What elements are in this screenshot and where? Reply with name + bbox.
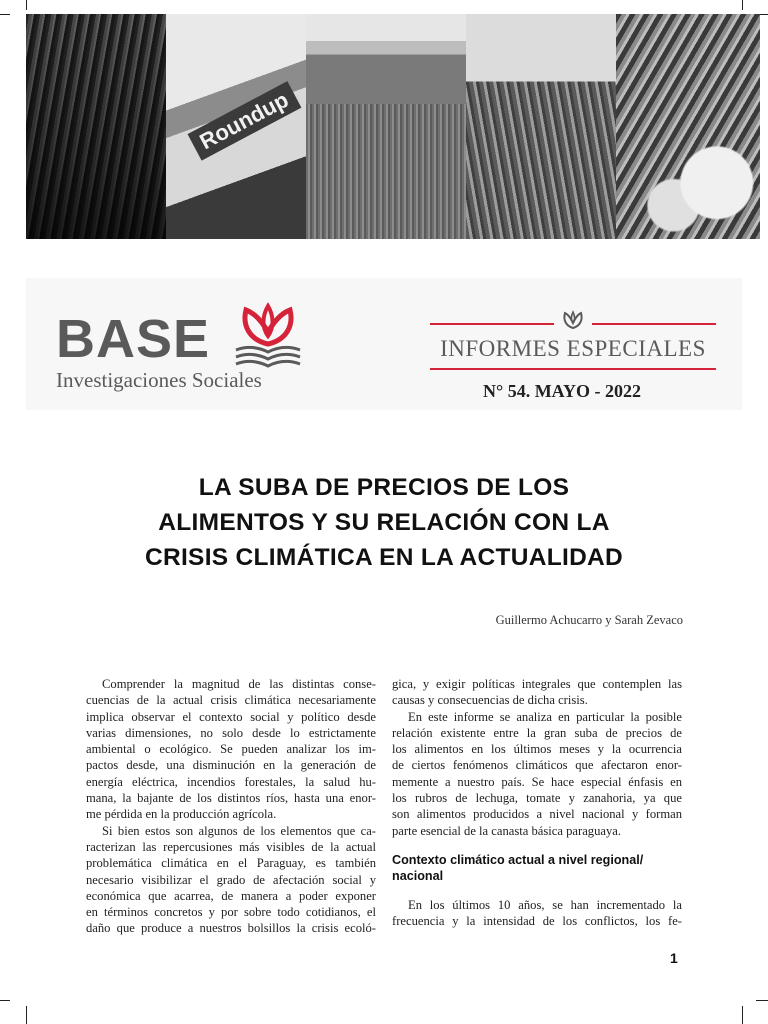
heading-line: Contexto climático actual a nivel regional/ bbox=[392, 852, 644, 867]
crop-mark bbox=[26, 0, 27, 10]
text-line: causas y consecuencias de dicha crisis. bbox=[392, 693, 588, 708]
text-column-left bbox=[86, 676, 376, 937]
page-number: 1 bbox=[670, 950, 678, 966]
text-line: En los últimos 10 años, se han incrementado la bbox=[408, 897, 682, 912]
text-line: de ciertos fenómenos climáticos que afectaron enor- bbox=[392, 758, 682, 773]
series-rule-top-right bbox=[592, 323, 716, 325]
title-line: CRISIS CLIMÁTICA EN LA ACTUALIDAD bbox=[144, 544, 624, 571]
text-line: racterizan las repercusiones más visibles de la actual bbox=[86, 839, 376, 854]
text-line: varias dimensiones, no solo desde lo estrictamente bbox=[86, 725, 376, 740]
protest-crowd-photo bbox=[26, 14, 166, 239]
text-line: relación existente entre la gran suba de precios de bbox=[392, 725, 682, 740]
lotus-book-icon bbox=[228, 300, 308, 372]
text-line: En este informe se analiza en particular la posible bbox=[408, 709, 682, 724]
base-logo bbox=[56, 300, 316, 400]
text-column-right bbox=[392, 676, 682, 930]
text-line: implica observar el contexto social y político desde bbox=[86, 709, 376, 724]
title-line: ALIMENTOS Y SU RELACIÓN CON LA bbox=[158, 509, 610, 536]
crop-mark bbox=[742, 1006, 743, 1024]
text-line: Comprender la magnitud de las distintas conse- bbox=[102, 677, 376, 691]
logo-subtitle: Investigaciones Sociales bbox=[56, 368, 262, 392]
greenhouse-photo bbox=[466, 14, 616, 239]
text-line: mana, la bajante de los distintos ríos, hasta una enor- bbox=[86, 791, 376, 806]
text-line: problemática climática en el Paraguay, es también bbox=[86, 856, 376, 871]
logo-wordmark: BASE bbox=[56, 309, 211, 369]
issue-number: N° 54. MAYO - 2022 bbox=[483, 381, 642, 401]
leaf-icon bbox=[561, 310, 585, 332]
text-line: son alimentos producidos a nivel nacional y forman bbox=[392, 807, 682, 822]
text-line: en términos concretos y por sobre todo cotidianos, el bbox=[86, 905, 376, 920]
text-line: Si bien estos son algunos de los elementos que ca- bbox=[102, 823, 376, 838]
text-line: ambiental o ecológico. Se pueden analizar los im- bbox=[86, 742, 376, 757]
paragraph bbox=[86, 676, 376, 823]
article-title bbox=[60, 470, 708, 575]
series-title: INFORMES ESPECIALES bbox=[440, 336, 706, 361]
crop-field-photo bbox=[306, 14, 466, 239]
text-line: parte esencial de la canasta básica paraguaya. bbox=[392, 823, 621, 838]
crop-mark bbox=[756, 1000, 768, 1001]
crop-mark bbox=[26, 1006, 27, 1024]
text-line: los rubros de lechuga, tomate y zanahoria, ya que bbox=[392, 791, 682, 806]
series-rule-top-left bbox=[430, 323, 554, 325]
crop-mark bbox=[0, 14, 10, 15]
article-authors: Guillermo Achucarro y Sarah Zevaco bbox=[495, 613, 683, 627]
section-heading bbox=[392, 852, 682, 885]
paragraph bbox=[392, 897, 682, 930]
text-line: daño que produce a nuestros bolsillos la crisis ecoló- bbox=[86, 921, 376, 936]
title-line: LA SUBA DE PRECIOS DE LOS bbox=[198, 474, 570, 501]
text-line: energía eléctrica, incendios forestales, la salud hu- bbox=[86, 774, 376, 789]
text-line: necesario visibilizar el grado de afectación social y bbox=[86, 872, 376, 887]
bag-label: Roundup bbox=[188, 81, 301, 160]
market-stall-photo bbox=[616, 14, 760, 239]
text-line: los alimentos en los últimos meses y la ocurrencia bbox=[392, 742, 682, 757]
text-line: cuencias de la actual crisis climática necesariamente bbox=[86, 693, 376, 708]
crop-mark bbox=[742, 0, 743, 10]
series-rule-bottom bbox=[430, 368, 716, 370]
paragraph bbox=[392, 709, 682, 839]
text-line: frecuencia y la intensidad de los conflictos, los fe- bbox=[392, 914, 682, 929]
text-line: me pérdida en la producción agrícola. bbox=[86, 807, 277, 822]
photo-banner bbox=[26, 14, 760, 239]
heading-line: nacional bbox=[392, 869, 444, 884]
text-line: memente a nuestro país. Se hace especial énfasis en bbox=[392, 774, 682, 789]
text-line: pactos desde, una disminución en la generación de bbox=[86, 758, 376, 773]
text-line: gica, y exigir políticas integrales que contemplen las bbox=[392, 677, 682, 691]
crop-mark bbox=[0, 1000, 10, 1001]
paragraph bbox=[86, 823, 376, 937]
text-line: económica que acarrea, de manera a poder exponer bbox=[86, 888, 376, 903]
herbicide-bag-photo bbox=[166, 14, 306, 239]
paragraph bbox=[392, 676, 682, 709]
